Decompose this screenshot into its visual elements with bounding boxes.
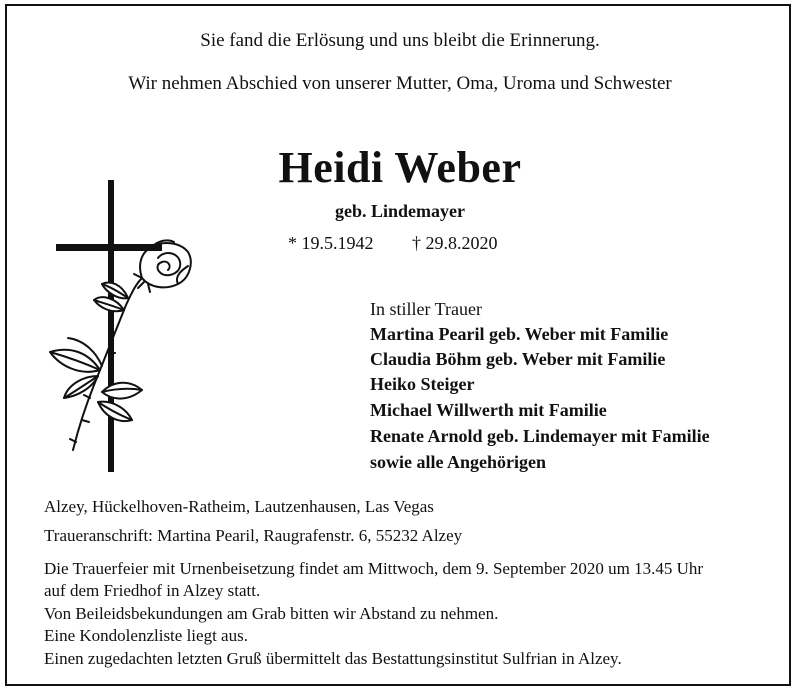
mourner-name: Martina Pearil geb. Weber mit Familie — [370, 324, 669, 344]
mourner-name: sowie alle Angehörigen — [370, 452, 546, 472]
mourning-address: Traueranschrift: Martina Pearil, Raugrafenstr. 6, 55232 Alzey — [44, 526, 463, 545]
places-line: Alzey, Hückelhoven-Ratheim, Lautzenhausen, Las Vegas — [44, 497, 434, 516]
death-date: † 29.8.2020 — [412, 233, 498, 253]
mourner-name: Claudia Böhm geb. Weber mit Familie — [370, 349, 666, 369]
mourners-label: In stiller Trauer — [370, 299, 482, 319]
funeral-home-greeting: Einen zugedachten letzten Gruß übermittelt das Bestattungsinstitut Sulfrian in Alzey. — [44, 649, 622, 668]
condolence-note: Von Beileidsbekundungen am Grab bitten wir Abstand zu nehmen. — [44, 604, 499, 623]
deceased-name: Heidi Weber — [278, 143, 522, 192]
mourner-name: Renate Arnold geb. Lindemayer mit Familie — [370, 426, 710, 446]
cross-and-rose-artwork — [38, 180, 198, 480]
birth-date: * 19.5.1942 — [288, 233, 374, 253]
mourner-name: Michael Willwerth mit Familie — [370, 400, 607, 420]
ceremony-line-2: auf dem Friedhof in Alzey statt. — [44, 581, 261, 600]
cross-icon — [56, 180, 162, 472]
ceremony-line-1: Die Trauerfeier mit Urnenbeisetzung findet am Mittwoch, dem 9. September 2020 um 13.45 Uhr — [44, 559, 704, 578]
rose-icon — [50, 240, 191, 450]
mourner-name: Heiko Steiger — [370, 374, 475, 394]
birth-name: geb. Lindemayer — [335, 201, 465, 221]
condolence-list-note: Eine Kondolenzliste liegt aus. — [44, 626, 248, 645]
intro-line-2: Wir nehmen Abschied von unserer Mutter, Oma, Uroma und Schwester — [128, 73, 672, 94]
intro-line-1: Sie fand die Erlösung und uns bleibt die Erinnerung. — [200, 30, 600, 51]
